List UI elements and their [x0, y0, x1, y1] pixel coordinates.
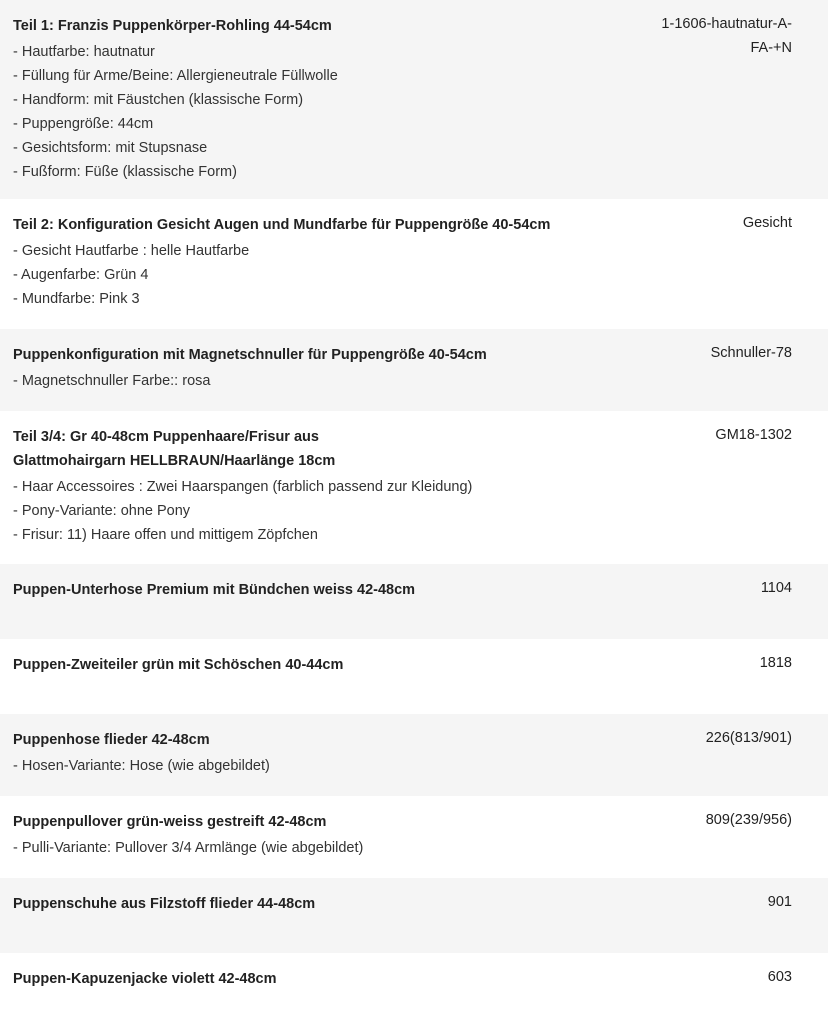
item-detail: - Gesicht Hautfarbe : helle Hautfarbe	[13, 243, 250, 259]
item-details	[13, 239, 792, 311]
item-title: Puppen-Kapuzenjacke violett 42-48cm	[13, 971, 277, 987]
item-title: Teil 1: Franzis Puppenkörper-Rohling 44-54cm	[13, 18, 332, 34]
item-detail: - Puppengröße: 44cm	[13, 116, 154, 132]
order-item	[0, 639, 828, 714]
item-title: Puppenkonfiguration mit Magnetschnuller für Puppengröße 40-54cm	[13, 347, 487, 363]
item-details	[13, 369, 792, 393]
item-sku: 1-1606-hautnatur-A-FA-+N	[661, 16, 792, 56]
item-detail: - Mundfarbe: Pink 3	[13, 291, 140, 307]
item-detail: - Fußform: Füße (klassische Form)	[13, 164, 237, 180]
item-sku: 809(239/956)	[705, 812, 792, 828]
item-detail: - Frisur: 11) Haare offen und mittigem Zöpfchen	[13, 527, 318, 543]
order-item	[0, 714, 828, 796]
order-item	[0, 199, 828, 329]
item-sku: Gesicht	[742, 215, 792, 231]
item-details	[13, 475, 792, 547]
item-sku: 226(813/901)	[705, 730, 792, 746]
item-detail: - Hosen-Variante: Hose (wie abgebildet)	[13, 758, 270, 774]
item-sku: 1818	[759, 655, 792, 671]
order-item	[0, 878, 828, 953]
item-detail: - Handform: mit Fäustchen (klassische Form)	[13, 92, 304, 108]
order-item	[0, 329, 828, 411]
item-title: Teil 3/4: Gr 40-48cm Puppenhaare/Frisur aus Glattmohairgarn HELLBRAUN/Haarlänge 18cm	[13, 429, 336, 469]
item-detail: - Pulli-Variante: Pullover 3/4 Armlänge (wie abgebildet)	[13, 840, 364, 856]
item-sku: 603	[767, 969, 792, 985]
item-detail: - Magnetschnuller Farbe:: rosa	[13, 373, 211, 389]
item-detail: - Augenfarbe: Grün 4	[13, 267, 149, 283]
item-title: Teil 2: Konfiguration Gesicht Augen und Mundfarbe für Puppengröße 40-54cm	[13, 217, 551, 233]
item-details	[13, 836, 792, 860]
item-title: Puppen-Unterhose Premium mit Bündchen weiss 42-48cm	[13, 582, 416, 598]
order-item	[0, 953, 828, 1012]
item-sku: 901	[767, 894, 792, 910]
item-detail: - Hautfarbe: hautnatur	[13, 44, 155, 60]
order-item	[0, 411, 828, 564]
item-sku: GM18-1302	[715, 427, 792, 443]
item-detail: - Pony-Variante: ohne Pony	[13, 503, 191, 519]
item-detail: - Füllung für Arme/Beine: Allergieneutrale Füllwolle	[13, 68, 338, 84]
order-item	[0, 0, 828, 199]
item-details	[13, 754, 792, 778]
item-sku: 1104	[760, 580, 792, 596]
order-item	[0, 564, 828, 639]
item-title: Puppen-Zweiteiler grün mit Schöschen 40-44cm	[13, 657, 344, 673]
item-detail: - Gesichtsform: mit Stupsnase	[13, 140, 208, 156]
item-title: Puppenpullover grün-weiss gestreift 42-48cm	[13, 814, 327, 830]
item-title: Puppenhose flieder 42-48cm	[13, 732, 210, 748]
item-sku: Schnuller-78	[710, 345, 792, 361]
order-item	[0, 796, 828, 878]
item-detail: - Haar Accessoires : Zwei Haarspangen (farblich passend zur Kleidung)	[13, 479, 473, 495]
item-title: Puppenschuhe aus Filzstoff flieder 44-48cm	[13, 896, 316, 912]
item-details	[13, 40, 792, 184]
